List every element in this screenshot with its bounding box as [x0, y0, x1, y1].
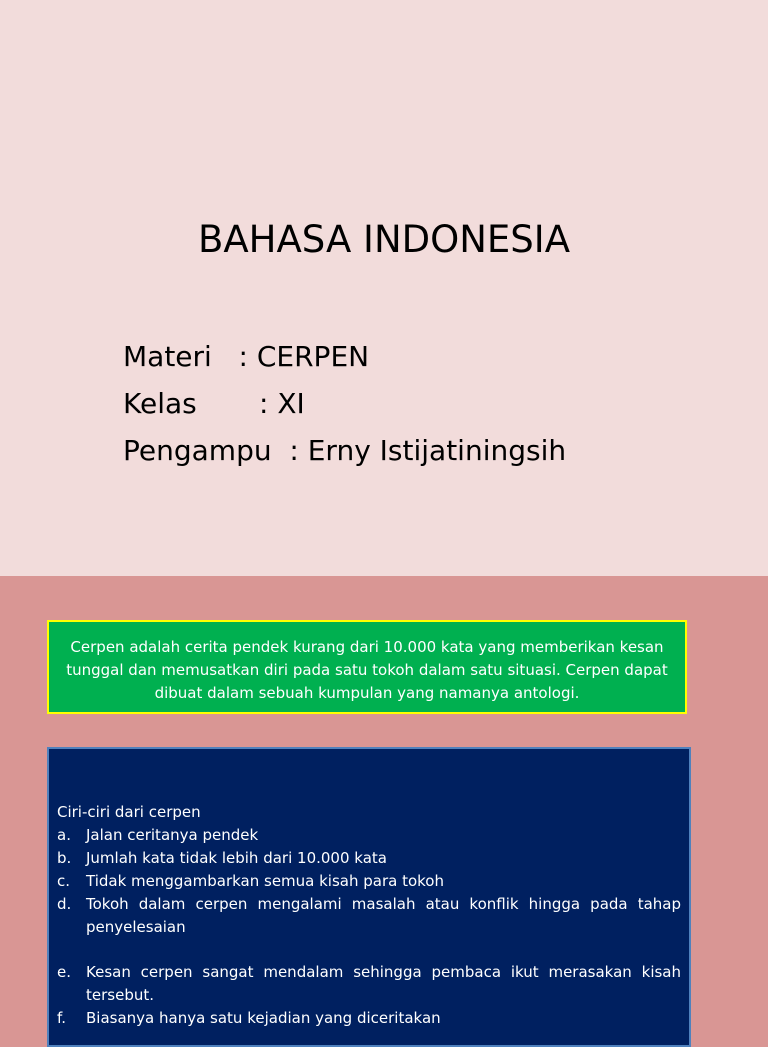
info-row-materi: Materi : CERPEN: [123, 340, 370, 373]
list-text: Kesan cerpen sangat mendalam sehingga pembaca ikut merasakan kisah tersebut.: [86, 963, 681, 1004]
list-item: [57, 870, 681, 893]
info-label: Kelas: [123, 387, 197, 420]
list-spacer: [57, 939, 681, 961]
list-letter: b.: [57, 849, 72, 867]
slide-title: BAHASA INDONESIA: [197, 218, 571, 261]
list-letter: a.: [57, 826, 71, 844]
info-row-pengampu: Pengampu : Erny Istijatiningsih: [123, 434, 567, 467]
list-text: Jumlah kata tidak lebih dari 10.000 kata: [86, 849, 387, 867]
list-item: [57, 824, 681, 847]
content-slide: [0, 576, 768, 1027]
list-item: [57, 961, 681, 1007]
ciri-heading: Ciri-ciri dari cerpen: [57, 803, 201, 821]
list-letter: c.: [57, 872, 71, 890]
list-item: [57, 1007, 681, 1030]
list-letter: e.: [57, 963, 71, 981]
definition-box: Cerpen adalah cerita pendek kurang dari 10.000 kata yang memberikan kesan tunggal dan memusatkan diri pada satu tokoh dalam satu situasi. Cerpen dapat dibuat dalam sebuah kumpulan yang namanya antologi.: [47, 620, 687, 714]
info-row-kelas: Kelas : XI: [123, 387, 305, 420]
info-block: [123, 333, 566, 474]
list-text: Biasanya hanya satu kejadian yang diceritakan: [86, 1009, 441, 1027]
list-letter: f.: [57, 1009, 66, 1027]
info-value: CERPEN: [256, 340, 370, 373]
list-letter: d.: [57, 895, 72, 913]
info-label: Materi: [123, 340, 212, 373]
list-text: Jalan ceritanya pendek: [86, 826, 259, 844]
list-item: [57, 893, 681, 939]
info-value: XI: [277, 387, 305, 420]
info-label: Pengampu: [123, 434, 272, 467]
list-item: [57, 847, 681, 870]
list-text: Tokoh dalam cerpen mengalami masalah atau konflik hingga pada tahap penyelesaian: [86, 895, 681, 936]
ciri-box: [47, 747, 691, 1047]
list-text: Tidak menggambarkan semua kisah para tokoh: [86, 872, 444, 890]
info-value: Erny Istijatiningsih: [307, 434, 567, 467]
ciri-list: [57, 824, 681, 1030]
